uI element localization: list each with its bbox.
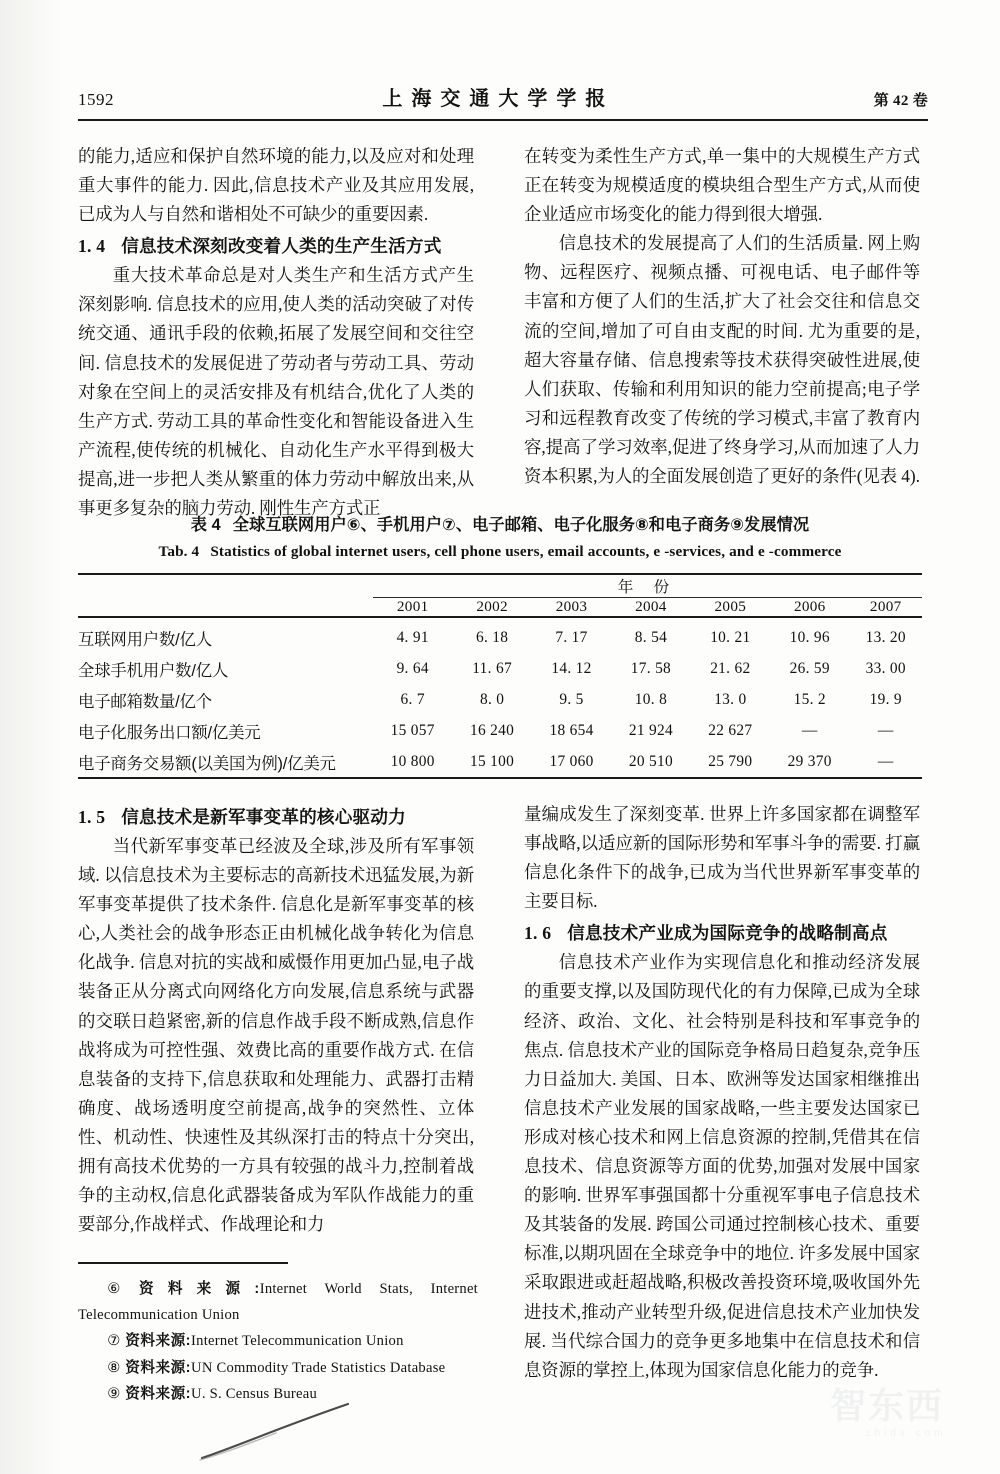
cell: 21. 62 [710, 659, 751, 677]
watermark-url: zhidx.com [865, 1428, 947, 1439]
table-row [78, 746, 922, 778]
cell: 9. 64 [396, 659, 429, 677]
footnote-list [78, 1276, 478, 1408]
watermark-logo: 智东西 [830, 1385, 945, 1426]
table-number-chinese: 表 4 [190, 516, 221, 534]
table-caption-english-text: Statistics of global internet users, cell phone users, email accounts, e -services, and e -commerce [210, 543, 842, 560]
cell: 10. 8 [634, 690, 668, 708]
cell: — [849, 746, 922, 778]
section-number: 1. 4 [78, 236, 106, 257]
paragraph: 信息技术产业作为实现信息化和推动经济发展的重要支撑,以及国防现代化的有力保障,已成为全球经济、政治、文化、社会特别是科技和军事竞争的焦点. 信息技术产业的国际竞争格局日趋复杂,竞争压力日益加大. 美国、日本、欧洲等发达国家相继推出信息技术产业发展的国家战略,一些主要发达国家已形成对核心技术和网上信息资源的控制,凭借其在信息技术、信息资源等方面的优势,加强对发展中国家的影响. 世界军事强国都十分重视军事电子信息技术及其装备的发展. 跨国公司通过控制核心技术、重要标准,以期巩固在全球竞争中的地位. 许多发展中国家采取跟进或赶超战略,积极改善投资环境,吸收国外先进技术,推动产业转型升级,促进信息技术产业加快发展. 当代综合国力的竞争更多地集中在信息技术和信息资源的掌控上,体现为国家信息化能力的竞争. [524, 952, 920, 1380]
row-label: 电子商务交易额(以美国为例)/亿美元 [78, 746, 373, 778]
cell: 7. 17 [555, 628, 588, 646]
section-heading-1-5 [78, 802, 474, 832]
cell: 29 370 [770, 746, 849, 778]
row-label: 电子邮箱数量/亿个 [78, 692, 212, 711]
cell: 4. 91 [396, 628, 429, 646]
left-column-bottom [78, 800, 474, 1239]
cell: 8. 0 [479, 690, 505, 708]
cell: 17 060 [532, 746, 611, 778]
cell: 10 800 [373, 746, 452, 778]
section-title: 信息技术是新军事变革的核心驱动力 [121, 807, 406, 827]
section-title: 信息技术深刻改变着人类的生产生活方式 [121, 236, 442, 257]
watermark [830, 1384, 982, 1458]
cell: 15. 2 [793, 690, 826, 708]
table-span-header-row [78, 574, 922, 598]
table-block [78, 514, 922, 779]
paragraph-continued: 的能力,适应和保护自然环境的能力,以及应对和处理重大事件的能力. 因此,信息技术产业及其应用发展,已成为人与自然和谐相处不可缺少的重要因素. [78, 146, 474, 225]
footnote-separator-rule [78, 1262, 288, 1264]
footnote-item [78, 1355, 478, 1382]
year-header-2006: 2006 [770, 598, 849, 618]
cell: 33. 00 [865, 659, 906, 677]
footnote-source-text: U. S. Census Bureau [191, 1386, 317, 1403]
footnote-item [78, 1381, 478, 1408]
year-header-2003: 2003 [532, 598, 611, 618]
right-column-bottom [524, 800, 920, 1385]
running-head [78, 82, 928, 116]
cell: 17. 58 [630, 659, 672, 677]
cell: 22 627 [708, 721, 753, 739]
cell: 18 654 [549, 721, 594, 739]
page-number: 1592 [78, 90, 114, 109]
cell: 25 790 [691, 746, 770, 778]
cell: 6. 18 [475, 628, 509, 646]
journal-title: 上海交通大学学报 [382, 88, 615, 110]
year-header-2004: 2004 [611, 598, 690, 618]
cell: 15 057 [390, 721, 435, 739]
footnote-marker: ⑦ [107, 1332, 121, 1350]
footnote-source-label: 资料来源: [125, 1359, 192, 1376]
table-caption-english [78, 540, 922, 564]
section-title: 信息技术产业成为国际竞争的战略制高点 [567, 923, 888, 944]
right-column-top [524, 142, 920, 491]
paragraph-continued: 在转变为柔性生产方式,单一集中的大规模生产方式正在转变为规模适度的模块组合型生产方式,从而使企业适应市场变化的能力得到很大增强. [524, 146, 920, 225]
cell: 15 100 [452, 746, 531, 778]
cell: 16 240 [470, 721, 515, 739]
year-header-2002: 2002 [452, 598, 531, 618]
cell: — [877, 721, 894, 739]
cell: 10. 21 [710, 628, 751, 646]
table-row [78, 653, 922, 684]
cell: 9. 5 [559, 690, 584, 708]
footnote-source-label: 资料来源: [125, 1333, 192, 1350]
cell: 13. 0 [714, 690, 747, 708]
table-row [78, 684, 922, 715]
table-caption-chinese-text: 全球互联网用户⑥、手机用户⑦、电子邮箱、电子化服务⑧和电子商务⑨发展情况 [232, 516, 810, 534]
row-label: 电子化服务出口额/亿美元 [78, 723, 261, 742]
row-label: 全球手机用户数/亿人 [78, 661, 229, 680]
left-column-top [78, 142, 474, 523]
table-caption-chinese [78, 514, 922, 536]
paragraph-continued: 量编成发生了深刻变革. 世界上许多国家都在调整军事战略,以适应新的国际形势和军事斗争的需要. 打赢信息化条件下的战争,已成为当代世界新军事变革的主要目标. [524, 804, 920, 912]
year-header-2007: 2007 [849, 598, 922, 618]
cell: 21 924 [628, 721, 673, 739]
footnote-item [78, 1276, 478, 1328]
scan-pen-stroke-artifact [198, 1402, 358, 1462]
cell: — [801, 721, 818, 739]
footnote-source-text: UN Commodity Trade Statistics Database [191, 1359, 446, 1376]
cell: 20 510 [611, 746, 690, 778]
row-label: 互联网用户数/亿人 [78, 630, 212, 649]
cell: 13. 20 [865, 628, 906, 646]
table-row [78, 715, 922, 746]
footnote-item [78, 1328, 478, 1355]
footnote-source-text: Internet Telecommunication Union [191, 1333, 404, 1350]
stub-header-blank [78, 574, 373, 598]
stub-header-blank-2 [78, 598, 373, 618]
cell: 19. 9 [869, 690, 902, 708]
scan-edge-shadow [0, 0, 62, 1474]
cell: 11. 67 [472, 659, 512, 677]
section-heading-1-4 [78, 231, 474, 261]
section-number: 1. 6 [524, 923, 552, 944]
footnote-marker: ⑧ [107, 1358, 121, 1376]
header-rule [78, 119, 928, 121]
footnote-source-label: 资料来源: [139, 1281, 260, 1297]
footnote-marker: ⑥ [107, 1280, 135, 1297]
statistics-table [78, 573, 922, 779]
cell: 26. 59 [789, 659, 830, 677]
table-row [78, 622, 922, 653]
year-header-2001: 2001 [373, 598, 452, 618]
table-year-row [78, 598, 922, 618]
paragraph: 当代新军事变革已经波及全球,涉及所有军事领域. 以信息技术为主要标志的高新技术迅猛发展,为新军事变革提供了技术条件. 信息化是新军事变革的核心,人类社会的战争形态正由机械化战争转化为信息化战争. 信息对抗的实战和威慑作用更加凸显,电子战装备正从分离式向网络化方向发展,信息系统与武器的交联日趋紧密,新的信息作战手段不断成熟,信息作战将成为可控性强、效费比高的重要作战方式. 在信息装备的支持下,信息获取和处理能力、武器打击精确度、战场透明度空前提高,战争的突然性、立体性、机动性、快速性及其纵深打击的特点十分突出,拥有高技术优势的一方具有较强的战斗力,控制着战争的主动权,信息化武器装备成为军队作战能力的重要部分,作战样式、作战理论和力 [78, 836, 474, 1235]
cell: 8. 54 [634, 628, 668, 646]
paragraph: 信息技术的发展提高了人们的生活质量. 网上购物、远程医疗、视频点播、可视电话、电子邮件等丰富和方便了人们的生活,扩大了社会交往和信息交流的空间,增加了可自由支配的时间. 尤为重要的是,超大容量存储、信息搜索等技术获得突破性进展,使人们获取、传输和利用知识的能力空前提高;电子学习和远程教育改变了传统的学习模式,丰富了教育内容,提高了学习效率,促进了终身学习,从而加速了人力资本积累,为人的全面发展创造了更好的条件(见表 4). [524, 233, 920, 487]
footnote-marker: ⑨ [107, 1385, 121, 1403]
footnote-source-label: 资料来源: [125, 1386, 192, 1403]
cell: 10. 96 [789, 628, 830, 646]
section-heading-1-6 [524, 918, 920, 948]
volume-label: 第 42 卷 [873, 93, 928, 109]
cell: 14. 12 [551, 659, 592, 677]
paragraph: 重大技术革命总是对人类生产和生活方式产生深刻影响. 信息技术的应用,使人类的活动突破了对传统交通、通讯手段的依赖,拓展了发展空间和交往空间. 信息技术的发展促进了劳动者与劳动工具、劳动对象在空间上的灵活安排及有机结合,优化了人类的生产方式. 劳动工具的革命性变化和智能设备进入生产流程,使传统的机械化、自动化生产水平得到极大提高,进一步把人类从繁重的体力劳动中解放出来,从事更多复杂的脑力劳动. 刚性生产方式正 [78, 265, 474, 519]
year-span-header: 年 份 [373, 574, 922, 598]
cell: 6. 7 [400, 690, 425, 708]
section-number: 1. 5 [78, 807, 106, 827]
footnote-source-text: Internet World Stats, Internet Telecommunication Union [78, 1281, 478, 1323]
year-header-2005: 2005 [691, 598, 770, 618]
table-number-english: Tab. 4 [158, 543, 200, 560]
